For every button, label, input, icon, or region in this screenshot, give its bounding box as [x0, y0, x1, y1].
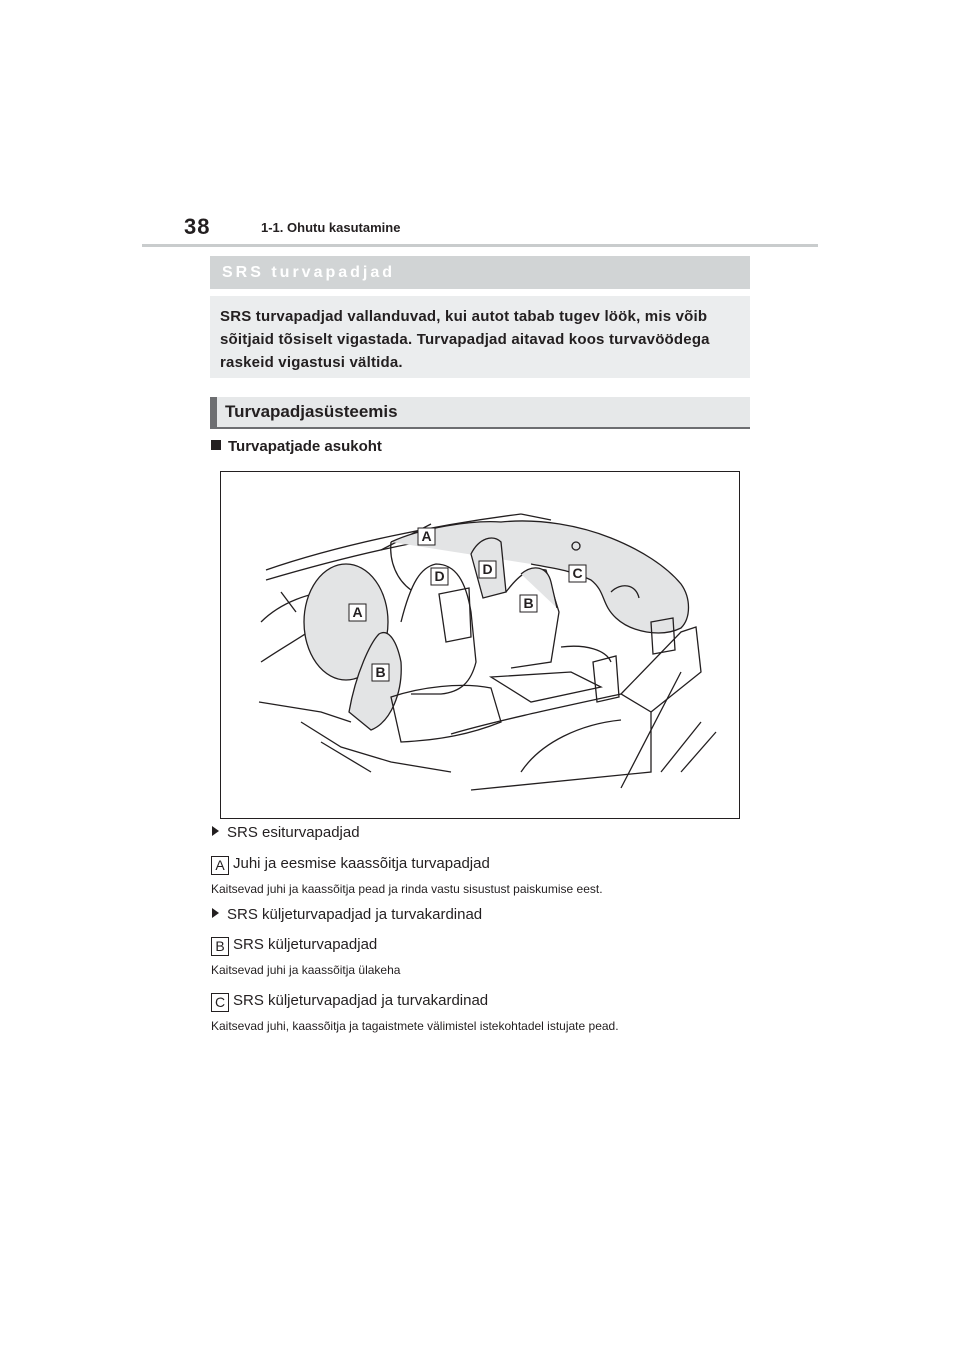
item-text: SRS küljeturvapadjad: [233, 936, 378, 953]
subheading-text: Turvapatjade asukoht: [228, 438, 382, 455]
list-item: Kaitsevad juhi, kaassõitja ja tagaistmete välimistel istekohtadel istujate pead.: [211, 1019, 619, 1033]
callout-label: B: [375, 664, 386, 680]
list-item: [211, 936, 377, 956]
intro-box: [210, 296, 750, 378]
arrow-bullet-icon: [212, 826, 219, 836]
square-bullet-icon: [211, 440, 221, 450]
airbag-illustration: [220, 471, 740, 819]
list-item: [211, 992, 488, 1012]
intro-line: raskeid vigastusi vältida.: [220, 354, 403, 371]
callout-label: D: [434, 568, 445, 584]
page-number: 38: [184, 214, 211, 239]
system-heading: Turvapadjasüsteemis: [210, 397, 750, 429]
item-text: SRS küljeturvapadjad ja turvakardinad: [227, 906, 483, 923]
callout-label: C: [572, 565, 583, 581]
letter-badge: C: [211, 993, 229, 1012]
callout-label: A: [352, 604, 363, 620]
list-item: [212, 824, 360, 841]
letter-badge: B: [211, 937, 229, 956]
letter-badge: A: [211, 856, 229, 875]
intro-line: SRS turvapadjad vallanduvad, kui autot tabab tugev löök, mis võib: [220, 308, 708, 325]
list-item: [211, 855, 490, 875]
item-text: Juhi ja eesmise kaassõitja turvapadjad: [233, 855, 490, 872]
car-interior-drawing: [221, 472, 741, 820]
srs-banner: SRS turvapadjad: [210, 256, 750, 289]
list-item: [212, 906, 482, 923]
item-text: SRS küljeturvapadjad ja turvakardinad: [233, 992, 489, 1009]
item-text: SRS esiturvapadjad: [227, 824, 360, 841]
subheading: [211, 438, 382, 455]
header-divider: [142, 244, 818, 247]
callout-label: D: [482, 561, 493, 577]
arrow-bullet-icon: [212, 908, 219, 918]
callout-label: B: [523, 595, 534, 611]
section-title: 1-1. Ohutu kasutamine: [261, 220, 401, 235]
list-item: Kaitsevad juhi ja kaassõitja ülakeha: [211, 963, 401, 977]
callout-label: A: [421, 528, 432, 544]
list-item: Kaitsevad juhi ja kaassõitja pead ja rinda vastu sisustust paiskumise eest.: [211, 882, 603, 896]
intro-line: sõitjaid tõsiselt vigastada. Turvapadjad aitavad koos turvavöödega: [220, 331, 710, 348]
